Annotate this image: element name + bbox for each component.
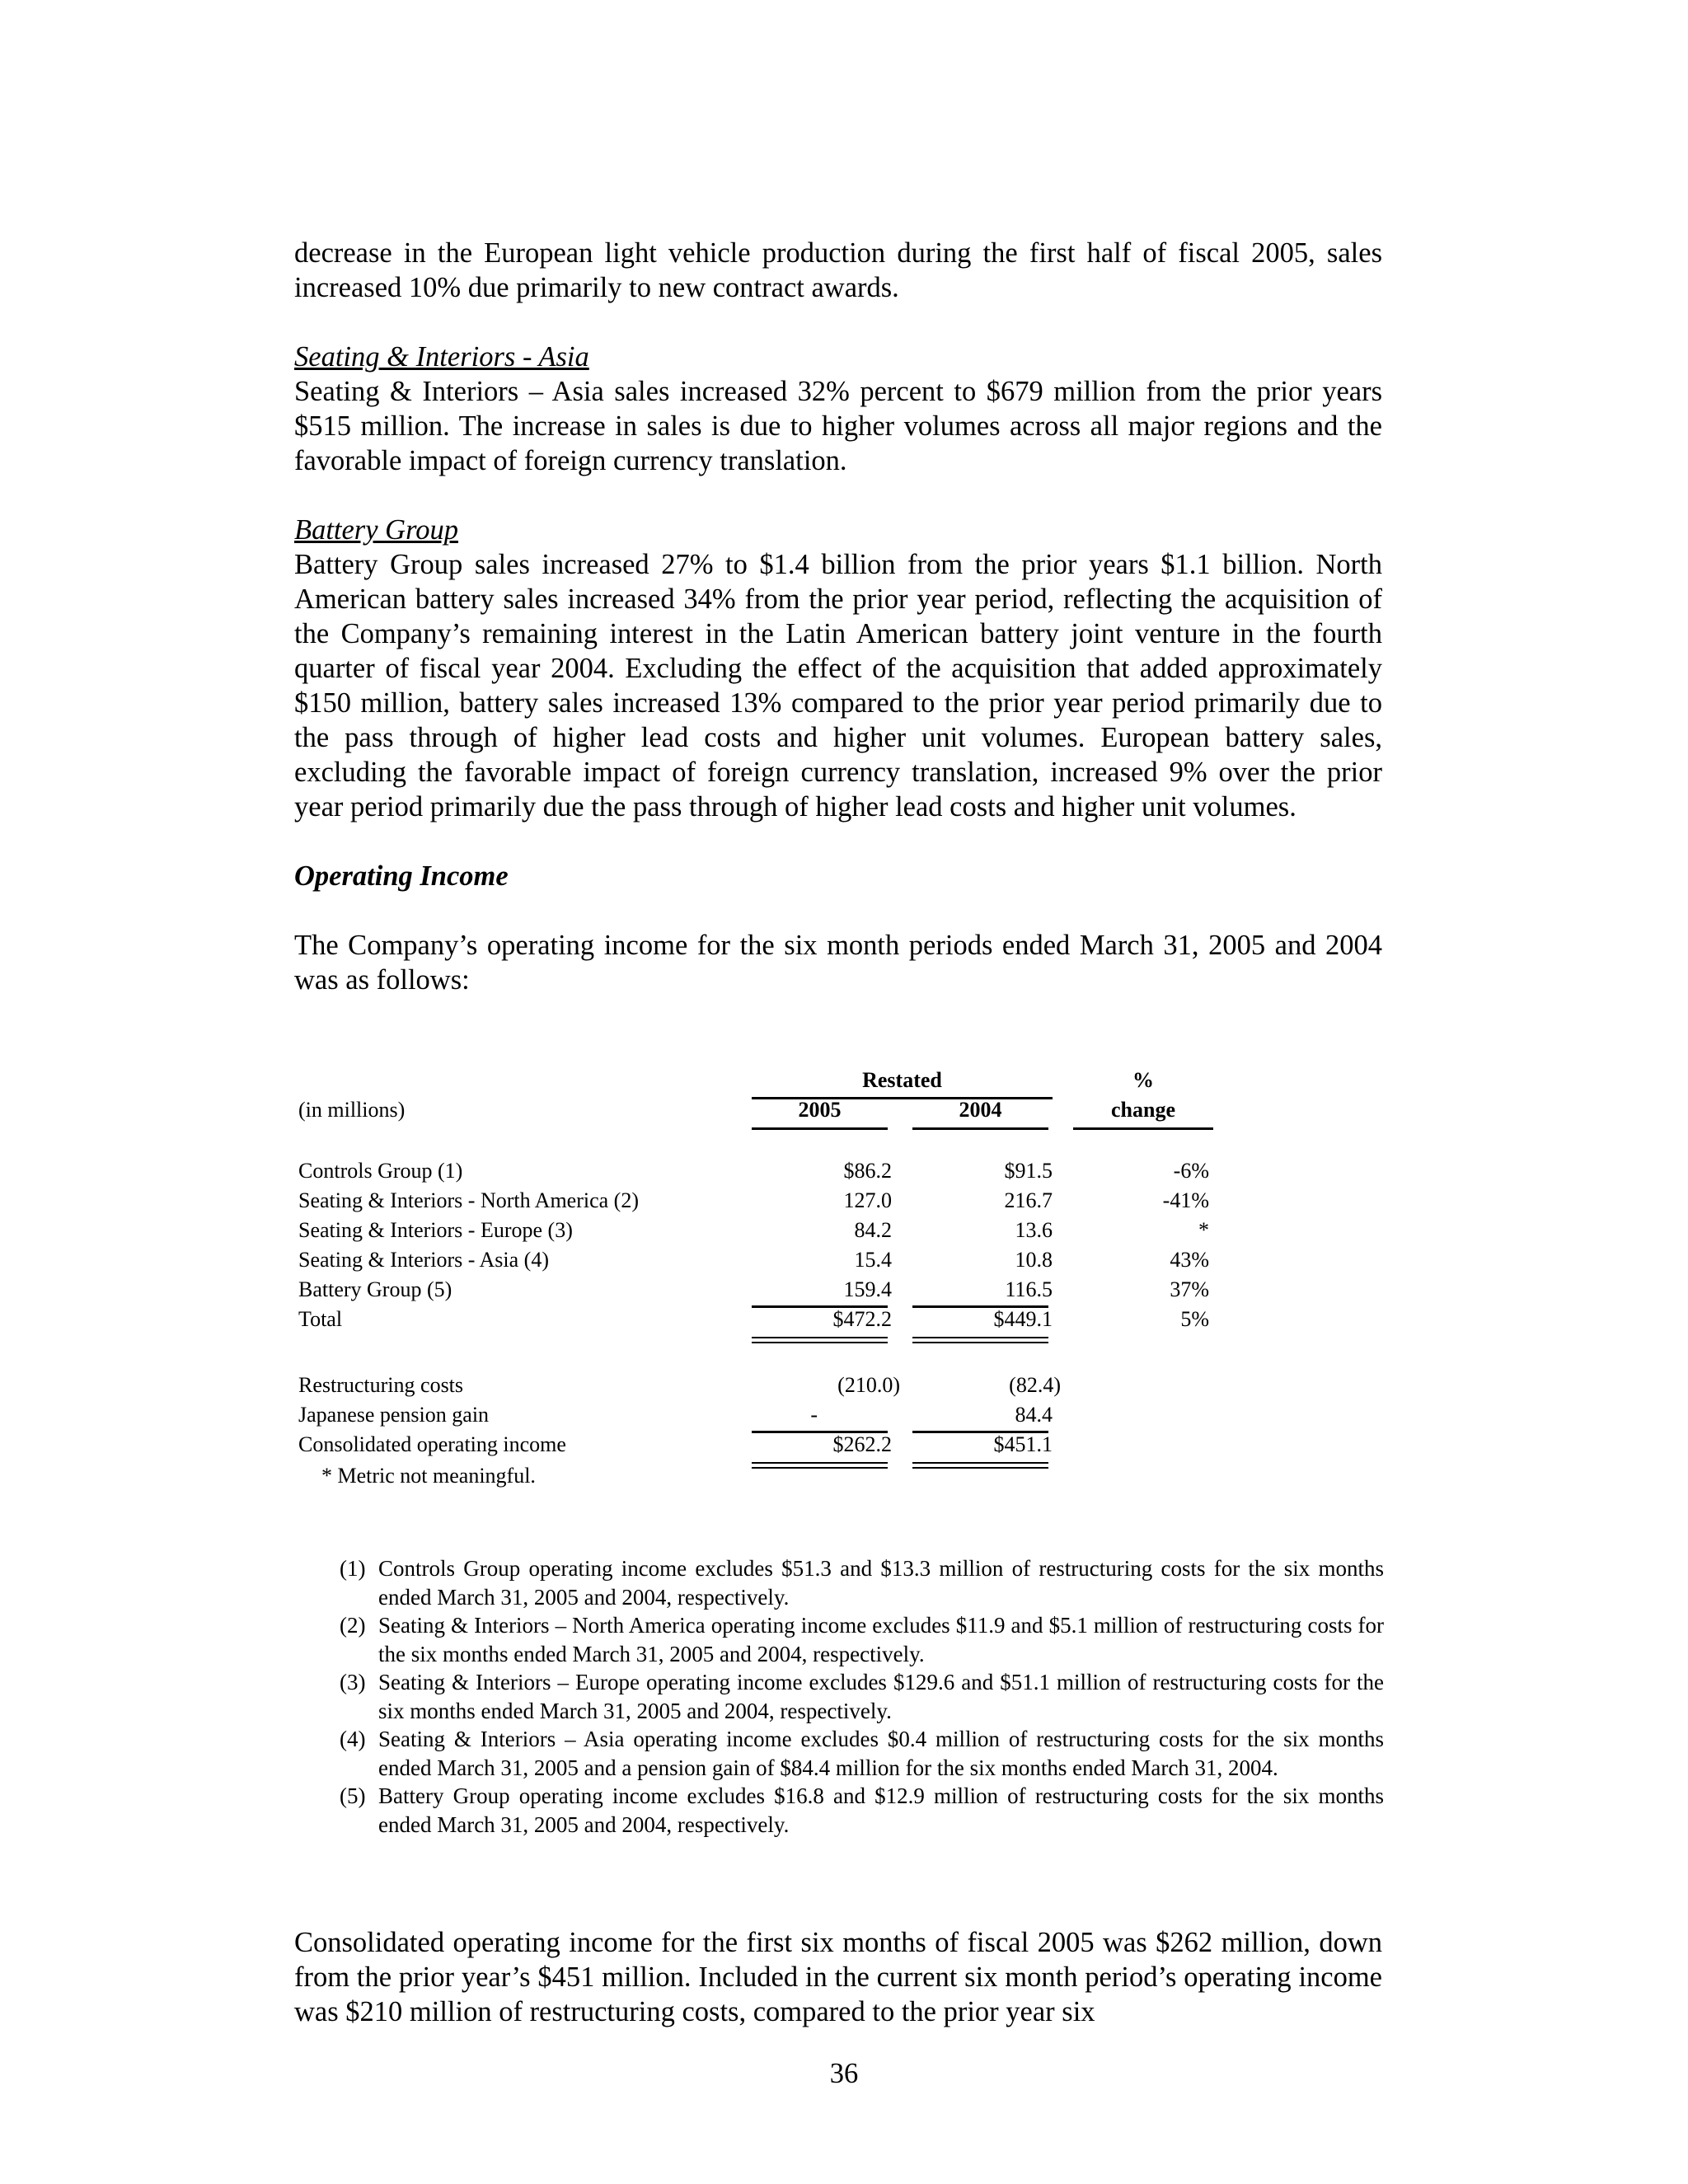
table-row: Controls Group (1) $86.2 $91.5 -6% (298, 1159, 1209, 1183)
table-footnote-row (294, 1464, 1217, 1493)
paragraph-european-sales: decrease in the European light vehicle production during the first half of fiscal 2005, sales increased 10% due primarily to new contract awards. (294, 237, 1382, 303)
footnote-item: (1) Controls Group operating income excludes $51.3 and $13.3 million of restructuring costs for the six months ended March 31, 2005 and 2004, respectively. (340, 1556, 1384, 1610)
table-row-total: Total $472.2 $449.1 5% (298, 1307, 1209, 1331)
paragraph-asia: Seating & Interiors – Asia sales increased 32% percent to $679 million from the prior years $515 million. The increase in sales is due to higher volumes across all major regions and the favorable impact of foreign currency translation. (294, 376, 1382, 476)
paragraph-operating-intro: The Company’s operating income for the six month periods ended March 31, 2005 and 2004 was as follows: (294, 930, 1382, 996)
metric-footnote: * Metric not meaningful. (321, 1464, 536, 1488)
footnotes-list (340, 1554, 1384, 1839)
total-double-rule-2004 (912, 1337, 1048, 1343)
table-header-row-1 (294, 1068, 1217, 1098)
table-row: Battery Group (5) 159.4 116.5 37% (298, 1277, 1209, 1301)
section-heading-battery: Battery Group (294, 514, 458, 546)
page-content (294, 236, 1384, 2027)
header-change: change (1111, 1098, 1175, 1122)
page-number: 36 (829, 2058, 859, 2089)
table-row: Seating & Interiors - Asia (4) 15.4 10.8 43% (298, 1248, 1209, 1272)
table-row: Restructuring costs (210.0) (82.4) (298, 1373, 1061, 1397)
footnote-item: (5) Battery Group operating income excludes $16.8 and $12.9 million of restructuring costs for the six months ended March 31, 2005 and 2004, respectively. (340, 1783, 1384, 1837)
table-row-consolidated: Consolidated operating income $262.2 $451.1 (298, 1432, 1053, 1456)
table-header-row-2 (294, 1098, 1217, 1127)
footnote-item: (4) Seating & Interiors – Asia operating income excludes $0.4 million of restructuring costs for the six months ended March 31, 2005 and a pension gain of $84.4 million for the six months ended March 31, 2004. (340, 1727, 1384, 1780)
table-row: Seating & Interiors - Europe (3) 84.2 13.6 * (298, 1218, 1209, 1242)
header-rule-change (1073, 1127, 1213, 1130)
paragraph-consolidated: Consolidated operating income for the first six months of fiscal 2005 was $262 million, down from the prior year’s $451 million. Included in the current six month period’s operating income was $210 million of restructuring costs, compared to the prior year six (294, 1927, 1382, 2027)
header-unit: (in millions) (298, 1098, 406, 1122)
table-row: Japanese pension gain - 84.4 (298, 1403, 1053, 1427)
closing-section (294, 1925, 1382, 2029)
section-heading-asia: Seating & Interiors - Asia (294, 341, 589, 373)
header-rule-2005 (752, 1127, 888, 1130)
header-restated: Restated (862, 1068, 942, 1092)
total-double-rule-2005 (752, 1337, 888, 1343)
footnote-item: (3) Seating & Interiors – Europe operating income excludes $129.6 and $51.1 million of restructuring costs for the six months ended March 31, 2005 and 2004, respectively. (340, 1670, 1384, 1723)
header-2005: 2005 (798, 1098, 842, 1122)
header-percent: % (1132, 1068, 1154, 1092)
footnote-item: (2) Seating & Interiors – North America operating income excludes $11.9 and $5.1 million of restructuring costs for the six months ended March 31, 2005 and 2004, respectively. (340, 1613, 1384, 1666)
section-heading-operating-income: Operating Income (294, 860, 509, 892)
table-row: Seating & Interiors - North America (2) 127.0 216.7 -41% (298, 1188, 1209, 1212)
header-2004: 2004 (959, 1098, 1002, 1122)
paragraph-battery: Battery Group sales increased 27% to $1.4 billion from the prior years $1.1 billion. North American battery sales increased 34% from the prior year period, reflecting the acquisition of the Company’s remaining interest in the Latin American battery joint venture in the fourth quarter of fiscal year 2004. Excluding the effect of the acquisition that added approximately $150 million, battery sales increased 13% compared to the prior year period primarily due to the pass through of higher lead costs and higher unit volumes. European battery sales, excluding the favorable impact of foreign currency translation, increased 9% over the prior year period primarily due the pass through of higher lead costs and higher unit volumes. (294, 549, 1382, 823)
header-rule-2004 (912, 1127, 1048, 1130)
